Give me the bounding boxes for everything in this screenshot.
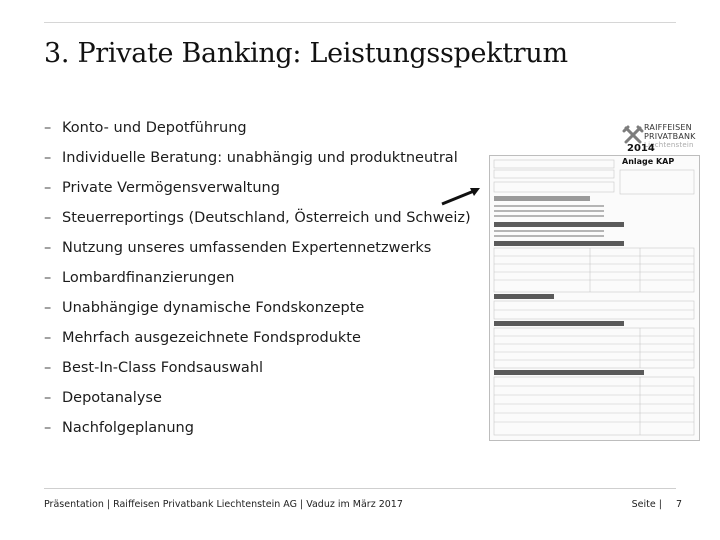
- page-label: Seite |: [631, 499, 662, 510]
- bullet-marker: –: [44, 210, 52, 226]
- list-item: [44, 353, 471, 383]
- arrow-icon: [440, 186, 482, 206]
- bullet-marker: –: [44, 270, 52, 286]
- slide-title: 3. Private Banking: Leistungsspektrum: [44, 38, 568, 69]
- list-item-label: Best-In-Class Fondsauswahl: [62, 360, 264, 376]
- logo-line-2: PRIVATBANK: [644, 132, 696, 141]
- footer-text: Präsentation | Raiffeisen Privatbank Liechtenstein AG | Vaduz im März 2017: [44, 499, 403, 510]
- bullet-marker: –: [44, 330, 52, 346]
- page-indicator: [632, 499, 682, 510]
- bullet-marker: –: [44, 390, 52, 406]
- list-item: [44, 293, 471, 323]
- list-item: [44, 113, 471, 143]
- page-number: 7: [675, 499, 682, 510]
- bullet-marker: –: [44, 180, 52, 196]
- form-heading: Anlage KAP: [622, 157, 675, 166]
- logo-line-3: Liechtenstein: [644, 141, 694, 149]
- list-item-label: Depotanalyse: [62, 390, 162, 406]
- list-item-label: Private Vermögensverwaltung: [62, 180, 280, 196]
- list-item: [44, 173, 471, 203]
- list-item: [44, 233, 471, 263]
- bullet-marker: –: [44, 420, 52, 436]
- list-item-label: Lombardfinanzierungen: [62, 270, 235, 286]
- logo-line-1: RAIFFEISEN: [644, 123, 692, 132]
- list-item: [44, 383, 471, 413]
- list-item: [44, 203, 471, 233]
- form-year: 2014: [627, 143, 655, 154]
- list-item: [44, 413, 471, 443]
- bullet-marker: –: [44, 150, 52, 166]
- bullet-marker: –: [44, 300, 52, 316]
- list-item-label: Unabhängige dynamische Fondskonzepte: [62, 300, 365, 316]
- footer-divider: [44, 488, 676, 489]
- list-item-label: Nachfolgeplanung: [62, 420, 194, 436]
- list-item-label: Individuelle Beratung: unabhängig und produktneutral: [62, 150, 458, 166]
- list-item-label: Konto- und Depotführung: [62, 120, 247, 136]
- list-item-label: Mehrfach ausgezeichnete Fondsprodukte: [62, 330, 361, 346]
- list-item: [44, 263, 471, 293]
- tax-form-image: [489, 155, 700, 441]
- bullet-marker: –: [44, 360, 52, 376]
- list-item: [44, 143, 471, 173]
- list-item: [44, 323, 471, 353]
- top-divider: [44, 22, 676, 23]
- list-item-label: Steuerreportings (Deutschland, Österreich und Schweiz): [62, 210, 471, 226]
- tax-form-drawing: [490, 156, 699, 440]
- bullet-marker: –: [44, 120, 52, 136]
- list-item-label: Nutzung unseres umfassenden Expertennetzwerks: [62, 240, 432, 256]
- service-list: [44, 113, 471, 443]
- bullet-marker: –: [44, 240, 52, 256]
